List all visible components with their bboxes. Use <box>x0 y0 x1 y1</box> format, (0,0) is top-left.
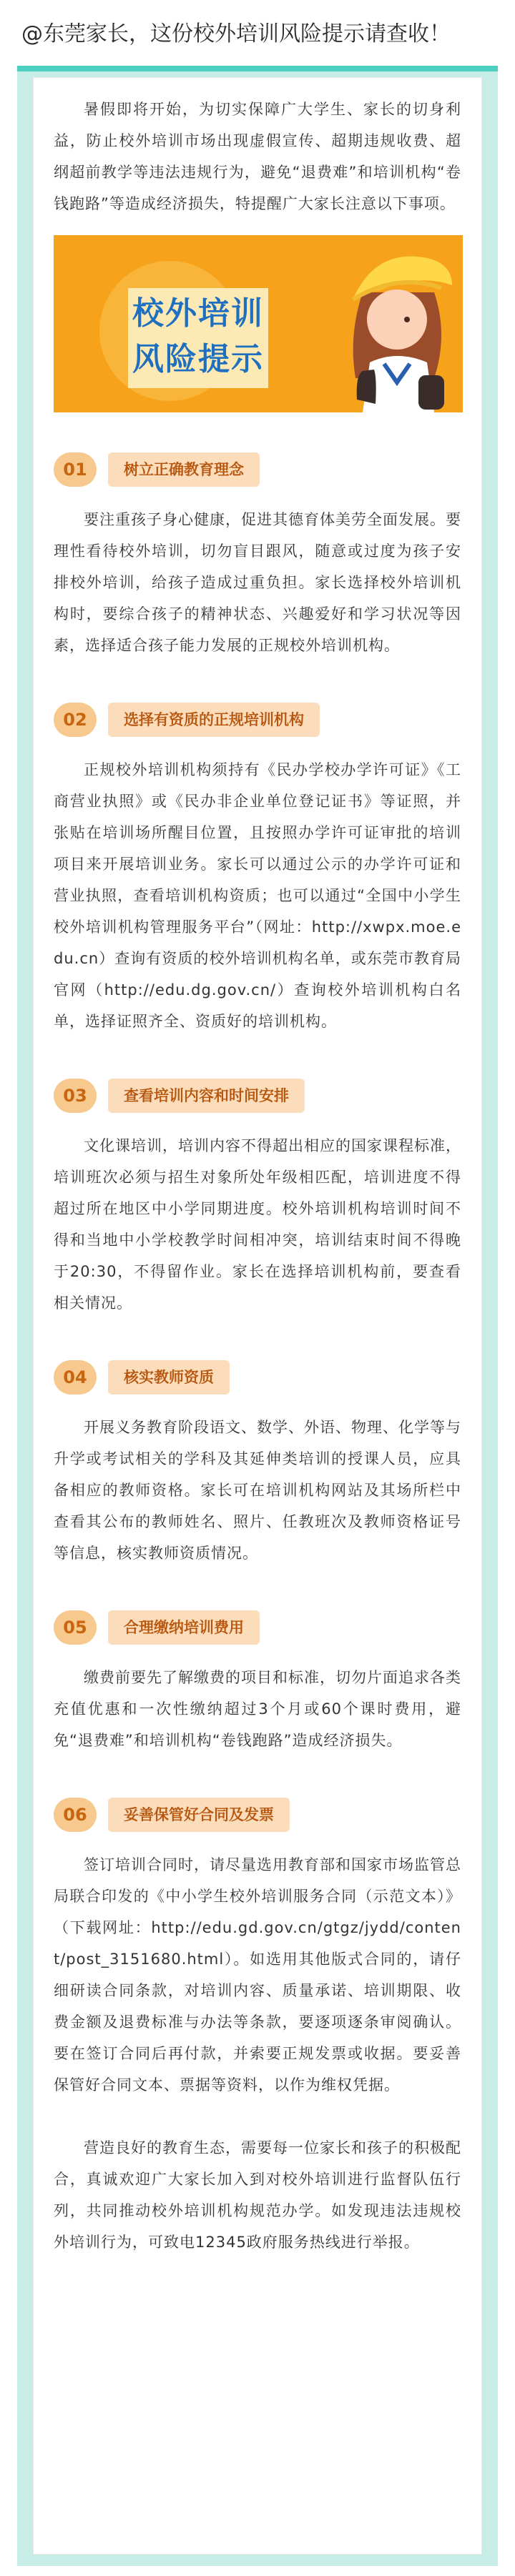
section-title: 妥善保管好合同及发票 <box>108 1798 290 1832</box>
section-paragraph: 开展义务教育阶段语文、数学、外语、物理、化学等与升学或考试相关的学科及其延伸类培训的授课人员，应具备相应的教师资格。家长可在培训机构网站及其场所栏中查看其公布的教师姓名、照片、任教班次及教师资格证号等信息，核实教师资质情况。 <box>54 1419 461 1562</box>
section-paragraph: 缴费前要先了解缴费的项目和标准，切勿片面追求各类充值优惠和一次性缴纳超过3个月或60个课时费用，避免“退费难”和培训机构“卷钱跑路”造成经济损失。 <box>54 1669 461 1749</box>
banner-title <box>128 291 268 382</box>
section-paragraph: 文化课培训，培训内容不得超出相应的国家课程标准，培训班次必须与招生对象所处年级相匹配，培训进度不得超过所在地区中小学同期进度。校外培训机构培训时间不得和当地中小学校教学时间相冲突，培训结束时间不得晚于20:30，不得留作业。家长在选择培训机构前，要查看相关情况。 <box>54 1137 461 1312</box>
section-title: 核实教师资质 <box>108 1360 230 1394</box>
article-frame <box>17 66 498 2566</box>
section-head-02 <box>54 701 461 738</box>
closing-paragraph: 营造良好的教育生态，需要每一位家长和孩子的积极配合，真诚欢迎广大家长加入到对校外培训进行监督队伍行列，共同推动校外培训机构规范办学。如发现违法违规校外培训行为，可致电12345政府服务热线进行举报。 <box>54 2139 461 2251</box>
section-head-03 <box>54 1077 461 1114</box>
section-number-badge: 04 <box>54 1360 97 1394</box>
section-head-01 <box>54 451 461 488</box>
section-paragraph: 正规校外培训机构须持有《民办学校办学许可证》《工商营业执照》或《民办非企业单位登记证书》等证照，并张贴在培训场所醒目位置，且按照办学许可证审批的培训项目来开展培训业务。家长可以通过公示的办学许可证和营业执照，查看培训机构资质；也可以通过“全国中小学生校外培训机构管理服务平台”（网址：http://xwpx.moe.edu.cn）查询有资质的校外培训机构名单，或东莞市教育局官网（http://edu.dg.gov.cn/）查询校外培训机构白名单，选择证照齐全、资质好的培训机构。 <box>54 761 461 1030</box>
section-paragraph: 签订培训合同时，请尽量选用教育部和国家市场监管总局联合印发的《中小学生校外培训服务合同（示范文本）》（下载网址：http://edu.gd.gov.cn/gtgz/jydd/content/post_3151680.html）。如选用其他版式合同的，请仔细研读合同条款，对培训内容、质量承诺、培训期限、收费金额及退费标准与办法等条款，要逐项逐条审阅确认。要在签订合同后再付款，并索要正规发票或收据。要妥善保管好合同文本、票据等资料，以作为维权凭据。 <box>54 1856 461 2094</box>
section-paragraph: 要注重孩子身心健康，促进其德育体美劳全面发展。要理性看待校外培训，切勿盲目跟风，随意或过度为孩子安排校外培训，给孩子造成过重负担。家长选择校外培训机构时，要综合孩子的精神状态、兴趣爱好和学习状况等因素，选择适合孩子能力发展的正规校外培训机构。 <box>54 511 461 654</box>
risk-banner <box>54 235 463 412</box>
section-title: 选择有资质的正规培训机构 <box>108 703 320 737</box>
article-headline: @东莞家长，这份校外培训风险提示请查收！ <box>21 21 451 46</box>
section-number-badge: 05 <box>54 1610 97 1645</box>
section-title: 合理缴纳培训费用 <box>108 1610 260 1645</box>
section-head-04 <box>54 1359 461 1396</box>
section-number-badge: 06 <box>54 1798 97 1832</box>
section-head-06 <box>54 1796 461 1833</box>
article-body <box>33 77 482 2555</box>
banner-title-line2: 风险提示 <box>132 341 264 377</box>
section-number-badge: 01 <box>54 452 97 487</box>
intro-paragraph: 暑假即将开始，为切实保障广大学生、家长的切身利益，防止校外培训市场出现虚假宣传、超期违规收费、超纲超前教学等违法违规行为，避免“退费难”和培训机构“卷钱跑路”等造成经济损失，特提醒广大家长注意以下事项。 <box>54 101 461 212</box>
section-title: 查看培训内容和时间安排 <box>108 1079 305 1113</box>
section-number-badge: 03 <box>54 1079 97 1113</box>
section-number-badge: 02 <box>54 703 97 737</box>
girl-illustration-icon <box>334 235 456 412</box>
section-head-05 <box>54 1609 461 1646</box>
banner-title-line1: 校外培训 <box>132 295 264 332</box>
section-title: 树立正确教育理念 <box>108 452 260 487</box>
